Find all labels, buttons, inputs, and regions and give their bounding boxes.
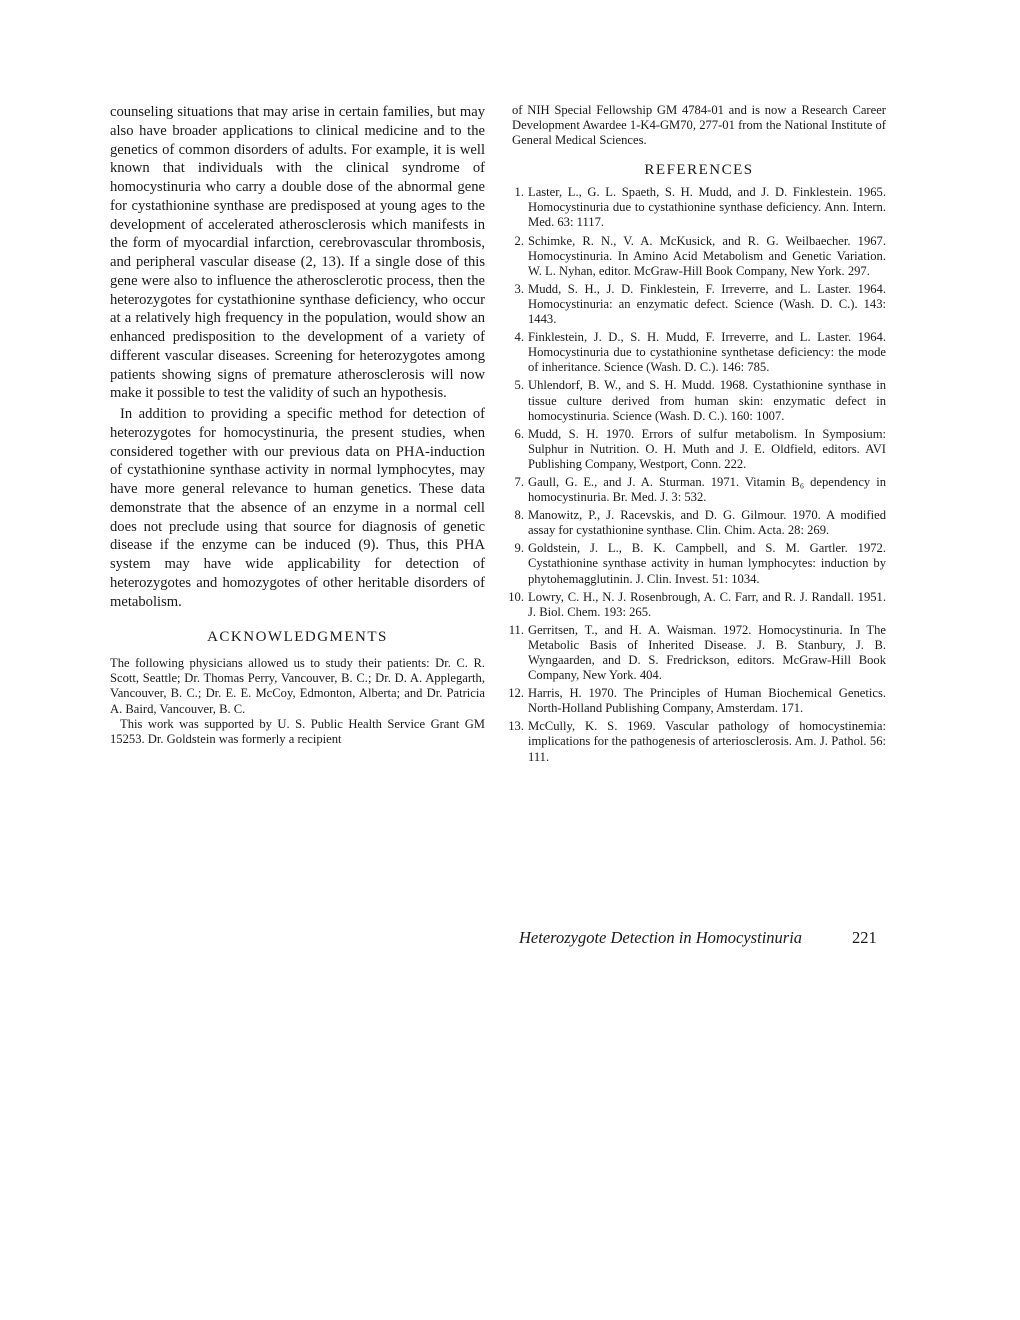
reference-item	[512, 282, 886, 327]
reference-text: McCully, K. S. 1969. Vascular pathology of homocystinemia: implications for the pathogenesis of arteriosclerosis. Am. J. Pathol. 56: 111.	[528, 719, 886, 764]
reference-item	[512, 427, 886, 472]
reference-number: 8.	[514, 508, 524, 523]
acknowledgments-text-2: This work was supported by U. S. Public Health Service Grant GM 15253. Dr. Goldstein was formerly a recipient	[110, 716, 485, 746]
reference-item	[508, 686, 886, 716]
reference-item	[512, 378, 886, 423]
reference-text: Finklestein, J. D., S. H. Mudd, F. Irreverre, and L. Laster. 1964. Homocystinuria due to cystathionine synthetase deficiency: the mode of inheritance. Science (Wash. D. C.). 146: 785.	[528, 330, 886, 375]
acknowledgments-continued: of NIH Special Fellowship GM 4784-01 and is now a Research Career Development Awardee 1-K4-GM70, 277-01 from the National Institute of General Medical Sciences.	[512, 103, 886, 148]
reference-number: 5.	[514, 378, 524, 393]
body-paragraph-2: In addition to providing a specific method for detection of heterozygotes for homocystinuria, the present studies, when considered together with our previous data on PHA-induction of cystathionine synthase activity in normal lymphocytes, may have more general relevance to human genetics. These data demonstrate that the absence of an enzyme in a normal cell does not preclude using that source for diagnosis of genetic disease if the enzyme can be induced (9). Thus, this PHA system may have wide applicability for detection of heterozygotes and homozygotes of other heritable disorders of metabolism.	[110, 406, 485, 610]
reference-number: 4.	[514, 330, 524, 345]
reference-text: Mudd, S. H., J. D. Finklestein, F. Irreverre, and L. Laster. 1964. Homocystinuria: an enzymatic defect. Science (Wash. D. C.). 143: 1443.	[528, 281, 886, 327]
running-title: Heterozygote Detection in Homocystinuria	[519, 928, 803, 947]
reference-text: Harris, H. 1970. The Principles of Human Biochemical Genetics. North-Holland Publishing Company, Amsterdam. 171.	[528, 686, 886, 716]
reference-number: 12.	[508, 686, 524, 701]
reference-text: Gerritsen, T., and H. A. Waisman. 1972. Homocystinuria. In The Metabolic Basis of Inherited Disease. J. B. Stanbury, J. B. Wyngaarden, and D. S. Fredrickson, editors. McGraw-Hill Book Company, New York. 404.	[528, 622, 886, 683]
reference-item	[512, 541, 886, 586]
reference-number: 3.	[514, 281, 524, 296]
reference-item	[512, 234, 886, 279]
reference-text: Manowitz, P., J. Racevskis, and D. G. Gilmour. 1970. A modified assay for cystathionine synthase. Clin. Chim. Acta. 28: 269.	[528, 508, 886, 538]
reference-number: 11.	[508, 622, 524, 637]
reference-text: Mudd, S. H. 1970. Errors of sulfur metabolism. In Symposium: Sulphur in Nutrition. O. H. Muth and J. E. Oldfield, editors. AVI Publishing Company, Westport, Conn. 222.	[528, 426, 886, 471]
reference-item	[512, 185, 886, 230]
reference-number: 9.	[514, 541, 524, 556]
reference-text: Gaull, G. E., and J. A. Sturman. 1971. Vitamin B₆ dependency in homocystinuria. Br. Med. J. 3: 532.	[528, 474, 886, 505]
reference-text: Schimke, R. N., V. A. McKusick, and R. G. Weilbaecher. 1967. Homocystinuria. In Amino Acid Metabolism and Genetic Variation. W. L. Nyhan, editor. McGraw-Hill Book Company, New York. 297.	[528, 233, 886, 278]
reference-number: 7.	[514, 474, 524, 489]
references-heading: REFERENCES	[644, 162, 754, 179]
reference-item	[508, 622, 886, 683]
reference-text: Goldstein, J. L., B. K. Campbell, and S. M. Gartler. 1972. Cystathionine synthase activity in human lymphocytes: induction by phytohemagglutinin. J. Clin. Invest. 51: 1034.	[528, 541, 886, 586]
right-column	[508, 103, 886, 768]
left-column	[110, 103, 485, 747]
reference-number: 13.	[508, 719, 524, 734]
reference-item	[512, 508, 886, 538]
reference-list	[508, 185, 886, 764]
reference-item	[512, 475, 886, 505]
body-paragraph-1: counseling situations that may arise in certain families, but may also have broader applications to clinical medicine and to the genetics of common disorders of adults. For example, it is well known that individuals with the clinical syndrome of homocystinuria who carry a double dose of the abnormal gene for cystathionine synthase are predisposed at young ages to the development of accelerated atherosclerosis which manifests in the form of myocardial infarction, cerebrovascular thrombosis, and peripheral vascular disease (2, 13). If a single dose of this gene were also to influence the atherosclerotic process, then the heterozygotes for cystathionine synthase deficiency, who occur at a relatively high frequency in the population, would show an enhanced predisposition to the development of a variety of different vascular diseases. Screening for heterozygotes among patients showing signs of premature atherosclerosis will now make it possible to test the validity of such an hypothesis.	[110, 104, 485, 402]
reference-number: 10.	[508, 589, 524, 604]
acknowledgments-heading: ACKNOWLEDGMENTS	[207, 629, 388, 646]
page-number: 221	[852, 928, 877, 947]
reference-number: 1.	[514, 185, 524, 200]
reference-item	[508, 589, 886, 620]
reference-number: 6.	[514, 426, 524, 441]
reference-text: Lowry, C. H., N. J. Rosenbrough, A. C. Farr, and R. J. Randall. 1951. J. Biol. Chem. 193: 265.	[528, 589, 886, 619]
reference-text: Laster, L., G. L. Spaeth, S. H. Mudd, and J. D. Finklestein. 1965. Homocystinuria due to cystathionine synthase deficiency. Ann. Intern. Med. 63: 1117.	[528, 185, 886, 230]
acknowledgments-text-1: The following physicians allowed us to study their patients: Dr. C. R. Scott, Seattle; Dr. Thomas Perry, Vancouver, B. C.; Dr. D. A. Applegarth, Vancouver, B. C.; Dr. E. E. McCoy, Edmonton, Alberta; and Dr. Patricia A. Baird, Vancouver, B. C.	[110, 656, 485, 716]
reference-item	[508, 719, 886, 764]
reference-item	[512, 330, 886, 375]
reference-text: Uhlendorf, B. W., and S. H. Mudd. 1968. Cystathionine synthase in tissue culture derived from human skin: enzymatic defect in homocystinuria. Science (Wash. D. C.). 160: 1007.	[528, 378, 886, 423]
reference-number: 2.	[514, 233, 524, 248]
